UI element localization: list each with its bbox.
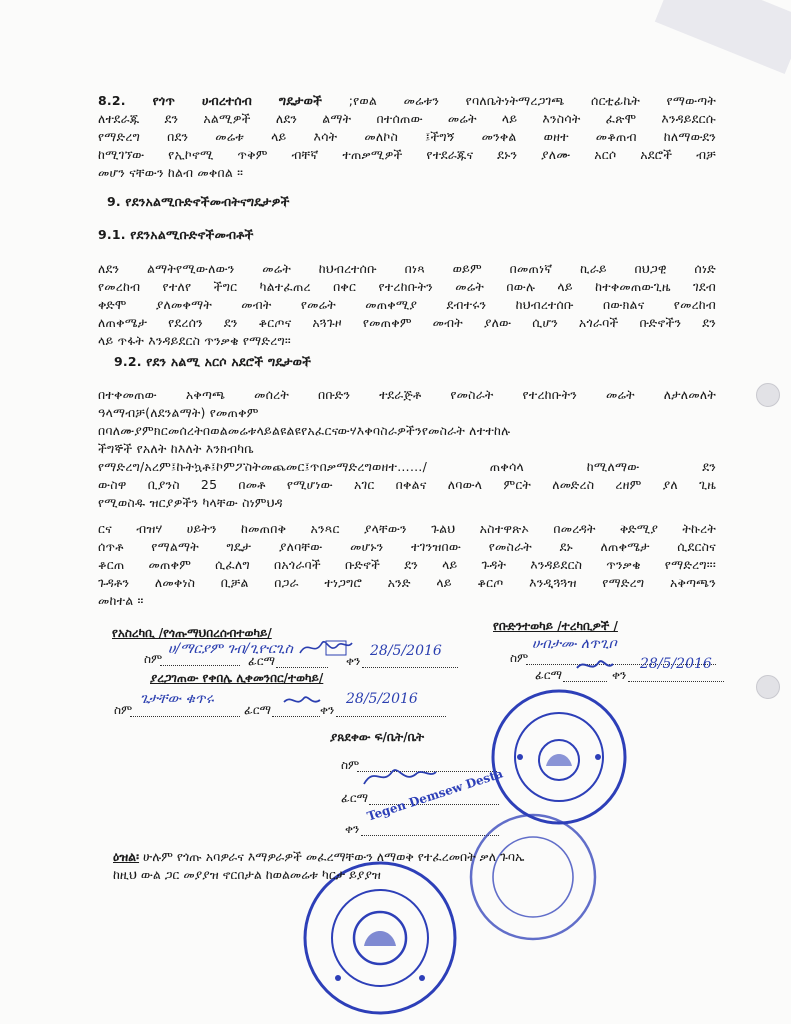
kebele-sign-label: ፊርማ (244, 703, 272, 717)
kebele-date-label: ቀን (320, 703, 335, 717)
left-date: 28/5/2016 (370, 643, 442, 659)
right-date: 28/5/2016 (640, 656, 712, 672)
section-9-2-title: 9.2. የደን አልሚ አርሶ አደሮች ግዴታወች (114, 354, 312, 369)
text-line: ቆርጠ መጠቀም ሲፈለግ በአጎራባች ቡድኖች ደን ላይ ጉዳት እንዳይደርስ ጥንቃቄ የማድረግ።፡ (98, 557, 716, 572)
court-name-label: ስም (341, 758, 360, 772)
text-line: በተቀመጠው አቅጣጫ መሰረት በቡድን ተደራጅቶ የመስራት የተረከቡትን መሬት ለታለመለት (98, 387, 716, 402)
left-sign-label: ፊርማ (248, 654, 276, 668)
section-8-2 (98, 92, 716, 182)
text-line: የማድረግ/አረም፤ኩትኳቶ፤ኮምፖስትመጨመር፤ጥበቃማድረግወዘተ……/ ጠቀሳላ ከሚለማው ደን (98, 459, 716, 474)
footer-note (113, 848, 723, 884)
text-line: የሚወስዱ ዝርያዎችን ካላቸው ስነምህዳ (98, 495, 283, 510)
right-signature (575, 656, 615, 676)
section-9-title: 9. የደንአልሚቡድኖችመብትናግዴታዎች (107, 194, 290, 209)
kebele-header: ያረጋገጠው የቀበሌ ሊቀመንበር/ተወካይ/ (150, 671, 324, 685)
court-sign-label: ፊርማ (341, 791, 369, 805)
text-line: ላይ ጥፋት እንዳይደርስ ጥንቃቄ የማድረግ። (98, 333, 291, 348)
text-line: በባለሙያምክርመሰረትበወልመሬቱላይልዩልዩየአፈርናውሃእቀባስራዎችንየመስራት ለተተከሉ (98, 423, 511, 438)
text-line: መከተል ። (98, 593, 144, 608)
text-line: ቀድሞ ያለመቀማት መብት የመሬት መጠቀሚያ ደብተሩን ከህብረተሰቡ በውክልና የመረከብ (98, 297, 716, 312)
text-line: ችግኞች የአለት ከእለት እንክብካቤ (98, 441, 254, 456)
section-9-1-title: 9.1. የደንአልሚቡድኖችመብቶች (98, 227, 254, 242)
round-stamp-top-right (490, 688, 628, 826)
torn-corner (655, 0, 791, 74)
text-line: ውስዋ ቢያንስ 25 በመቶ የሚሆነው አገር በቀልና ለባውላ ምርት ለመድረስ ረዘም ያለ ጊዜ (98, 477, 716, 492)
section-9-2-para2 (98, 520, 716, 610)
section-9-1-body (98, 260, 716, 350)
text-line: የመረከብ የተለየ ችግር ካልተፈጠረ በቀር የተረከቡትን መሬት በውሉ ላይ ከተቀመጠውጊዜ ገደብ (98, 279, 716, 294)
text-line: ዓላማብቻ(ለደንልማት) የመጠቀም (98, 405, 259, 420)
left-signer-name: ሀ/ማርያም ገብ/ጊዮርጊስ (168, 641, 293, 657)
text-line: ሰጥቶ የማልማት ግዴታ ያለባቸው መሆኑን ተገንዝበው የመስራት ደኑ ለጠቀሜታ ሲደርስና (98, 539, 716, 554)
footer-label: ዕዝል፡ (113, 849, 140, 864)
text-line: ከሚገኘው የኢኮኖሚ ጥቅም ብቸኛ ተጠቃሚዎች የተደራጁና ደኑን ያለሙ አርሶ አደሮች ብቻ (98, 147, 716, 162)
text-line: ከዚህ ውል ጋር መያያዝ ኖርበታል ከወልመሬቱ ካርታ ይያያዝ (113, 867, 381, 882)
left-date-label: ቀን (346, 654, 361, 668)
name-stamp: Tegen Demsew Desta (365, 766, 505, 824)
court-date-label: ቀን (345, 822, 360, 836)
left-name-label: ስም (144, 652, 163, 666)
right-signer-header: የቡድንተወካይ /ተረካቢዎች / (493, 619, 618, 633)
kebele-name-label: ስም (114, 703, 133, 717)
text-line: ሁሉም የጎጡ አባዎራና እማዎራዎች መፈረማቸውን ለማወቅ የተፈረመበት ቃለ ጉባኤ (143, 849, 525, 864)
text-line: መሆን ናቸውን ከልብ መቀበል ። (98, 165, 244, 180)
punch-hole-bottom (756, 675, 780, 699)
court-header: ያጸደቀው ፍ/ቤት/ቤት (330, 730, 425, 744)
kebele-signature (282, 692, 322, 712)
right-name-label: ስም (510, 651, 529, 665)
text-line: ርና ብዝሃ ሀይትን ከመጠበቅ አንጻር ያላቸውን ጉልህ አስተዋጽኦ በመረዳት ቅድሚያ ትኩረት (98, 521, 716, 536)
text-line: ጉዳቶን ለመቀነስ ቢቻል በጋራ ተነጋግሮ አንድ ላይ ቆርጦ እንዲጓጓዝ የማድረግ አቅጣጫን (98, 575, 716, 590)
kebele-date: 28/5/2016 (346, 691, 418, 707)
section-8-2-title: 8.2. የጎጥ ሀብረተሰብ ግዴታወች (98, 93, 323, 108)
left-signer-header: የአስረካቢ /የጎጡማህበረሰብተወካይ/ (112, 626, 272, 640)
right-sign-label: ፊርማ (535, 668, 563, 682)
text-line: ለተደራጁ ደን አልሚዎች ለደን ልማት በተሰጠው መሬት ላይ እንስሳት ፈጽሞ እንዳይደርሱ (98, 111, 716, 126)
kebele-name: ጌታቸው ቁጥሩ (140, 691, 214, 707)
text-line: የማድረግ በደን መሬቱ ላይ እሳት መለኮስ ፤ችግኝ መንቀል ወዘተ መቆጠብ ከለማውደን (98, 129, 716, 144)
right-signer-name: ሀብታሙ ለጥጊቦ (532, 636, 617, 652)
section-9-2-para1 (98, 386, 716, 512)
text-line: ;የወል መሬቱን የባለቤትነትማረጋገጫ ሰርቲፊኬት የማውጣት (348, 93, 716, 108)
text-line: ለጠቀሜታ የደረሰን ደን ቆርጦና አጓጉዞ የመጠቀም መብት ያለው ሲሆን አጎራባች ቡድኖችን ደን (98, 315, 716, 330)
right-date-label: ቀን (612, 668, 627, 682)
text-line: ለደን ልማትየሚውለውን መሬት ከህብረተሰቡ በነጻ ወይም በመጠነኛ ኪራይ በህጋዊ ሰነድ (98, 261, 716, 276)
court-signature (360, 762, 440, 792)
punch-hole-top (756, 383, 780, 407)
